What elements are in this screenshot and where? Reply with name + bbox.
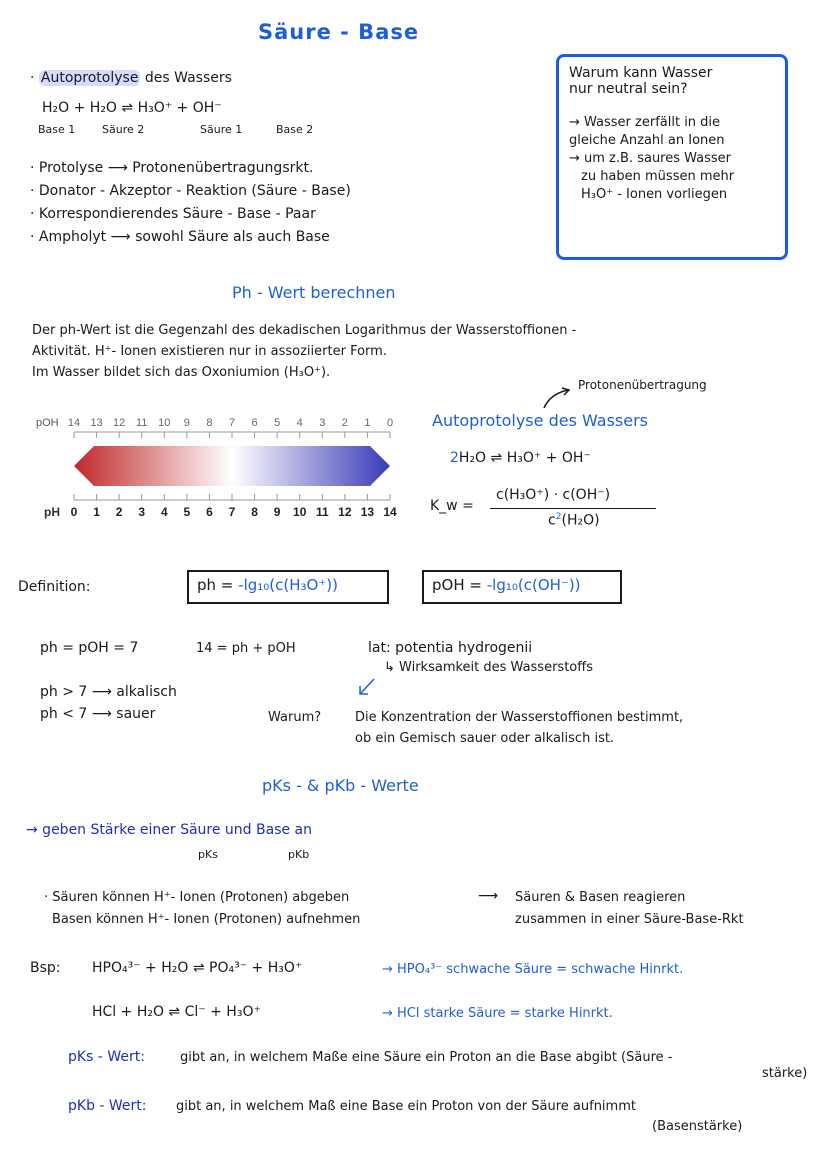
poh-definition-box <box>422 570 622 604</box>
kw-label: K_w = <box>430 498 474 514</box>
warum-text-2: ob ein Gemisch sauer oder alkalisch ist. <box>355 731 615 746</box>
role-base2: Base 2 <box>276 123 314 136</box>
autoprotolyse-right-heading: Autoprotolyse des Wassers <box>432 411 649 430</box>
fraction-line <box>490 508 656 509</box>
ph-sum: 14 = ph + pOH <box>196 641 296 656</box>
water-equation: H₂O ⇌ H₃O⁺ + OH⁻ <box>458 450 591 466</box>
pks-def-text: gibt an, in welchem Maße eine Säure ein Proton an die Base abgibt (Säure - <box>180 1050 673 1065</box>
ph-heading: Ph - Wert berechnen <box>232 283 396 302</box>
autoprotolyse-rest: des Wassers <box>144 70 232 86</box>
question-line-1: Warum kann Wasser <box>569 65 713 81</box>
poh-tick-label: 4 <box>296 417 303 429</box>
autoprotolyse-equation: H₂O + H₂O ⇌ H₃O⁺ + OH⁻ <box>42 100 222 116</box>
pkb-def-text: gibt an, in welchem Maß eine Base ein Proton von der Säure aufnimmt <box>176 1099 636 1114</box>
poh-tick-label: 10 <box>158 417 171 429</box>
curved-arrow-icon <box>540 386 574 410</box>
ph-tick-label: 0 <box>70 505 78 519</box>
bullet-donator: · Donator - Akzeptor - Reaktion (Säure - Base) <box>30 183 351 199</box>
ph-prefix: ph = <box>197 576 234 594</box>
react-text-2: zusammen in einer Säure-Base-Rkt <box>515 912 744 927</box>
poh-tick-label: 5 <box>274 417 281 429</box>
example-2-note: → HCl starke Säure = starke Hinrkt. <box>382 1006 613 1021</box>
denominator-rest: (H₂O) <box>561 512 600 529</box>
ph-tick-label: 10 <box>293 505 307 519</box>
ph-tick-label: 2 <box>115 505 123 519</box>
warum-text-1: Die Konzentration der Wasserstoffionen bestimmt, <box>355 710 684 725</box>
autoprotolyse-right-equation <box>450 450 591 466</box>
ph-tick-label: 4 <box>160 505 168 519</box>
ph-tick-label: 14 <box>383 505 397 519</box>
poh-tick-label: 13 <box>90 417 103 429</box>
pkb-note: pKb <box>288 848 310 861</box>
ph-definition-box <box>187 570 389 604</box>
ph-neutral: ph = pOH = 7 <box>40 640 139 656</box>
ph-tick-label: 7 <box>228 505 236 519</box>
ph-formula: -lg₁₀(c(H₃O⁺)) <box>238 576 338 594</box>
poh-axis-label: pOH <box>36 417 59 429</box>
poh-tick-label: 12 <box>113 417 126 429</box>
ph-tick-label: 12 <box>338 505 352 519</box>
answer-line-2: gleiche Anzahl an Ionen <box>569 133 725 148</box>
poh-tick-label: 1 <box>364 417 371 429</box>
example-1-equation: HPO₄³⁻ + H₂O ⇌ PO₄³⁻ + H₃O⁺ <box>92 960 303 976</box>
example-2-equation: HCl + H₂O ⇌ Cl⁻ + H₃O⁺ <box>92 1004 261 1020</box>
pks-note: pKs <box>198 848 218 861</box>
basen-text: Basen können H⁺- Ionen (Protonen) aufnehmen <box>52 912 361 927</box>
answer-line-5: H₃O⁺ - Ionen vorliegen <box>581 187 728 202</box>
bullet-protolyse: · Protolyse ⟶ Protonenübertragungsrkt. <box>30 160 314 176</box>
ph-axis-label: pH <box>44 505 60 519</box>
poh-tick-label: 2 <box>341 417 348 429</box>
question-box <box>556 54 788 260</box>
ph-scale <box>30 408 410 523</box>
role-saeure1: Säure 1 <box>200 123 243 136</box>
ph-text-2: Aktivität. H⁺- Ionen existieren nur in assoziierter Form. <box>32 344 387 359</box>
example-label: Bsp: <box>30 960 61 976</box>
poh-tick-label: 0 <box>386 417 394 429</box>
pkb-def-cont: (Basenstärke) <box>652 1119 743 1134</box>
lat-meaning: ↳ Wirksamkeit des Wasserstoffs <box>384 660 593 675</box>
autoprotolyse-bullet: · Autoprotolyse des Wassers <box>30 70 232 86</box>
diagonal-arrow-icon <box>356 676 378 698</box>
kw-numerator: c(H₃O⁺) · c(OH⁻) <box>496 487 611 503</box>
kw-denominator <box>548 512 600 529</box>
ph-tick-label: 11 <box>315 505 329 519</box>
poh-tick-label: 8 <box>206 417 213 429</box>
ph-tick-label: 6 <box>206 505 213 519</box>
answer-line-4: zu haben müssen mehr <box>581 169 735 184</box>
question-line-2: nur neutral sein? <box>569 81 688 97</box>
role-base1: Base 1 <box>38 123 76 136</box>
react-text-1: Säuren & Basen reagieren <box>515 890 686 905</box>
ph-tick-label: 13 <box>360 505 375 519</box>
poh-prefix: pOH = <box>432 576 482 594</box>
ph-tick-label: 5 <box>183 505 191 519</box>
bullet-paar: · Korrespondierendes Säure - Base - Paar <box>30 206 316 222</box>
denominator-c: c <box>548 512 556 529</box>
poh-formula: -lg₁₀(c(OH⁻)) <box>486 576 581 594</box>
react-arrow: ⟶ <box>478 888 499 904</box>
poh-tick-label: 9 <box>183 417 190 429</box>
poh-tick-label: 7 <box>228 417 236 429</box>
denominator-exp: 2 <box>555 512 562 522</box>
coef-two: 2 <box>450 450 459 466</box>
ph-tick-label: 1 <box>93 505 100 519</box>
protonen-note: Protonenübertragung <box>578 378 707 392</box>
pkb-def-label: pKb - Wert: <box>68 1098 147 1114</box>
autoprotolyse-highlight: Autoprotolyse <box>40 70 139 86</box>
ph-gradient-bar <box>74 446 390 486</box>
definition-label: Definition: <box>18 579 91 595</box>
ph-tick-label: 3 <box>138 505 146 519</box>
role-saeure2: Säure 2 <box>102 123 145 136</box>
ph-alkalisch: ph > 7 ⟶ alkalisch <box>40 684 177 700</box>
bullet-ampholyt: · Ampholyt ⟶ sowohl Säure als auch Base <box>30 229 330 245</box>
poh-tick-label: 6 <box>251 417 258 429</box>
ph-sauer: ph < 7 ⟶ sauer <box>40 706 156 722</box>
poh-tick-label: 3 <box>319 417 326 429</box>
answer-line-1: → Wasser zerfällt in die <box>569 115 721 130</box>
poh-tick-label: 14 <box>67 417 81 429</box>
pk-heading: pKs - & pKb - Werte <box>262 776 419 795</box>
lat-label: lat: potentia hydrogenii <box>368 640 533 656</box>
pk-intro: → geben Stärke einer Säure und Base an <box>26 822 313 838</box>
page-title: Säure - Base <box>258 20 420 44</box>
ph-tick-label: 8 <box>251 505 258 519</box>
saeuren-text: · Säuren können H⁺- Ionen (Protonen) abgeben <box>44 890 350 905</box>
ph-text-3: Im Wasser bildet sich das Oxoniumion (H₃O⁺). <box>32 365 331 380</box>
ph-text-1: Der ph-Wert ist die Gegenzahl des dekadischen Logarithmus der Wasserstoffionen - <box>32 323 577 338</box>
answer-line-3: → um z.B. saures Wasser <box>569 151 732 166</box>
ph-tick-label: 9 <box>273 505 281 519</box>
warum-label: Warum? <box>268 710 322 725</box>
pks-def-label: pKs - Wert: <box>68 1049 145 1065</box>
poh-tick-label: 11 <box>136 417 148 429</box>
pks-def-cont: stärke) <box>762 1066 808 1081</box>
example-1-note: → HPO₄³⁻ schwache Säure = schwache Hinrkt. <box>382 962 684 977</box>
